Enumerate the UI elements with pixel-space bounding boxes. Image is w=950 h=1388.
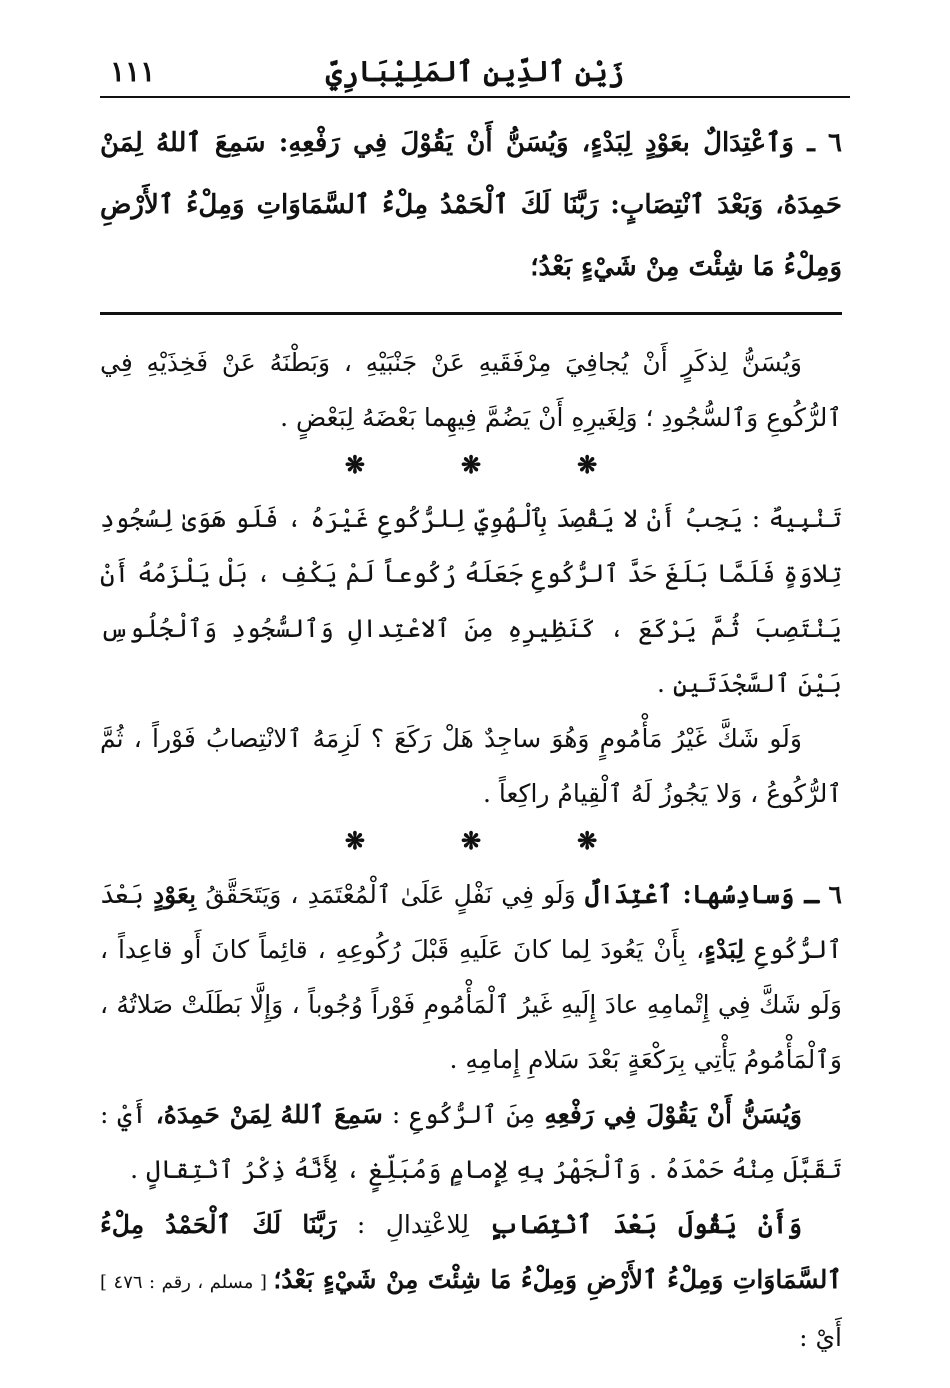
sharh-paragraph-5 (100, 1087, 842, 1197)
section-divider-stars (100, 821, 842, 861)
commentary-text: لِلاعْتِدالِ : (336, 1210, 490, 1239)
running-title: زَيْن ٱلدِّين ٱلمَلِيْبَارِيّ (325, 55, 625, 88)
running-header (100, 40, 850, 98)
star-ornament: ❋ (577, 450, 598, 479)
star-ornament: ❋ (577, 826, 598, 855)
commentary-text: أَيْ : تَقَبَّلَ مِنْهُ حَمْدَهُ . وَٱلْجَهْرُ بِهِ لِإِمامٍ وَمُبَلِّغٍ ، لِأَنَّهُ ذِكْرُ ٱنْتِقالٍ . (100, 1100, 842, 1184)
matn-quote: بِعَوْدٍ (153, 880, 197, 909)
star-ornament: ❋ (460, 450, 482, 479)
commentary-text: مِنَ ٱلرُّكُوعِ : (382, 1100, 545, 1129)
matn-quote: لِبَدْءٍ (704, 935, 745, 964)
sharh-paragraph-3: وَلَو شَكَّ غَيْرُ مَأْمُومٍ وَهُوَ ساجِدٌ هَلْ رَكَعَ ؟ لَزِمَهُ ٱلانْتِصابُ فَوْراً ، ثُمَّ ٱلرُّكُوعُ ، وَلا يَجُوزُ لَهُ ٱلْقِيامُ راكِعاً . (100, 724, 842, 808)
matn-quote: رَبَّنَا لَكَ ٱلْحَمْدُ مِلْءُ ٱلسَّمَاوَاتِ وَمِلْءُ ٱلأَرْضِ وَمِلْءُ مَا شِئْتَ مِنْ شَيْءٍ بَعْدُ؛ (100, 1210, 843, 1294)
section-divider-stars (100, 445, 842, 485)
page-number: ١١١ (110, 55, 156, 88)
matn-text: ٦ ـ وَٱعْتِدَالٌ بعَوْدٍ لِبَدْءٍ، وَيُسَنُّ أَنْ يَقُوْلَ فِي رَفْعِهِ: سَمِعَ ٱللهُ لِمَنْ حَمِدَهُ، وَبَعْدَ ٱنْتِصَابٍ: رَبَّنَا لَكَ ٱلْحَمْدُ مِلْءُ ٱلسَّمَاوَاتِ وَمِلْءُ ٱلأَرْضِ وَمِلْءُ مَا شِئْتَ مِنْ شَيْءٍ بَعْدُ؛ (100, 128, 842, 282)
star-ornament: ❋ (344, 826, 365, 855)
matn-quote: وَيُسَنُّ أَنْ يَقُوْلَ فِي رَفْعِهِ (544, 1100, 802, 1129)
commentary-text: ، بِأَنْ يَعُودَ لِما كانَ عَلَيهِ قَبْلَ رُكُوعِهِ ، قائِماً كانَ أَو قاعِداً ، وَلَو شَكَّ فِي إِتْمامِهِ عادَ إِلَيهِ غَيرُ ٱلْمَأْمُومِ فَوْراً وُجُوباً ، وَإِلَّا بَطَلَتْ صَلاتُهُ ، وَٱلْمَأْمُومُ يَأْتِي بِرَكْعَةٍ بَعْدَ سَلامِ إِمامِهِ . (100, 935, 842, 1074)
star-ornament: ❋ (460, 826, 482, 855)
matn-quote: وَأَنْ يَقُولَ بَعْدَ ٱنْتِصَابٍ (489, 1210, 802, 1239)
matn-sharh-separator (100, 312, 842, 315)
matn-quote: سَمِعَ ٱللهُ لِمَنْ حَمِدَهُ، (155, 1100, 383, 1129)
sharh-paragraph-sixth (100, 867, 842, 1087)
hadith-reference: [ مسلم ، رقم : ٤٧٦ ] (100, 1272, 274, 1293)
commentary-text: أَيْ : (799, 1323, 842, 1352)
commentary-text: وَلَو فِي نَفْلٍ عَلَىٰ ٱلْمُعْتَمَدِ ، وَيَتَحَقَّقُ (196, 880, 585, 909)
commentary-text: بَعْدَ ٱلرُّكُوعِ (100, 880, 842, 964)
sharh-paragraph-6 (100, 1197, 842, 1365)
sharh-commentary (100, 335, 842, 1365)
sharh-paragraph-1: وَيُسَنُّ لِذكَرٍ أَنْ يُجافِيَ مِرْفَقَيهِ عَنْ جَنْبَيْهِ ، وَبَطْنَهُ عَنْ فَخِذَيْهِ فِي ٱلرُّكُوعِ وَٱلسُّجُودِ ؛ وَلِغَيرِهِ أَنْ يَضُمَّ فِيهِما بَعْضَهُ لِبَعْضٍ . (100, 348, 842, 432)
matn-quote: ٦ ـ وَسادِسُها: ٱعْتِدَالٌ (584, 880, 842, 909)
sharh-paragraph-tanbih: تَنْبِيهٌ : يَجِبُ أَنْ لا يَقْصِدَ بِٱلْهُوِيِّ لِلرُّكُوعِ غَيْرَهُ ، فَلَو هَوَىٰ لِسُجُودِ تِلاوَةٍ فَلَمَّا بَلَغَ حَدَّ ٱلرُّكُوعِ جَعَلَهُ رُكُوعاً لَمْ يَكْفِ ، بَلْ يَلْزَمُهُ أَنْ يَنْتَصِبَ ثُمَّ يَرْكَعَ ، كَنَظِيرِهِ مِنَ ٱلاعْتِدالِ وَٱلسُّجُودِ وَٱلْجُلُوسِ بَيْنَ ٱلسَّجْدَتَينِ . (100, 504, 842, 698)
star-ornament: ❋ (344, 450, 365, 479)
